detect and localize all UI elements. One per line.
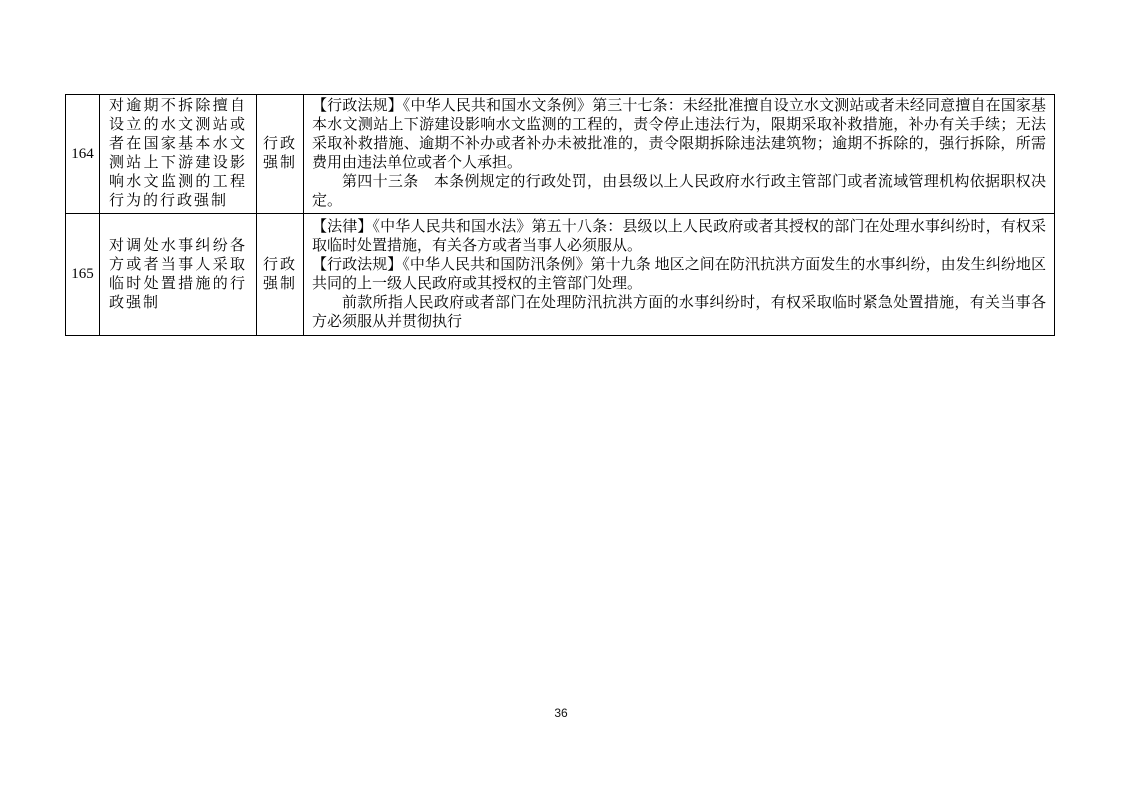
table-row-164	[66, 95, 1055, 214]
category-text: 行政强制	[262, 256, 297, 292]
legal-paragraph: 【行政法规】《中华人民共和国水文条例》第三十七条：未经批准擅自设立水文测站或者未经同意擅自在国家基本水文测站上下游建设影响水文监测的工程的，责令停止违法行为，限期采取补救措施，补办有关手续；无法采取补救措施、逾期不补办或者补办未被批准的，责令限期拆除违法建筑物；逾期不拆除的，强行拆除，所需费用由违法单位或者个人承担。	[312, 98, 1046, 171]
row-number: 164	[71, 145, 94, 162]
row-number-cell	[66, 214, 100, 336]
category-text: 行政强制	[262, 136, 297, 171]
legal-paragraph: 前款所指人民政府或者部门在处理防汛抗洪方面的水事纠纷时，有权采取临时紧急处置措施，有关当事各方必须服从并贯彻执行	[312, 294, 1046, 330]
category-cell	[257, 95, 304, 214]
category-cell	[257, 214, 304, 336]
row-number: 165	[71, 266, 94, 282]
legal-basis-cell	[304, 214, 1055, 336]
item-name-cell	[100, 214, 257, 336]
legal-paragraph: 第四十三条 本条例规定的行政处罚，由县级以上人民政府水行政主管部门或者流域管理机构依据职权决定。	[312, 174, 1046, 209]
admin-enforcement-table	[65, 94, 1055, 336]
legal-paragraph: 【行政法规】《中华人民共和国防汛条例》第十九条 地区之间在防汛抗洪方面发生的水事纠纷，由发生纠纷地区共同的上一级人民政府或其授权的主管部门处理。	[312, 256, 1046, 292]
legal-paragraph: 【法律】《中华人民共和国水法》第五十八条：县级以上人民政府或者其授权的部门在处理水事纠纷时，有权采取临时处置措施，有关各方或者当事人必须服从。	[312, 218, 1046, 254]
page-number: 36	[554, 706, 568, 720]
table-row-165	[66, 214, 1055, 336]
item-name-text: 对逾期不拆除擅自设立的水文测站或者在国家基本水文测站上下游建设影响水文监测的工程行为的行政强制	[109, 98, 247, 209]
row-number-cell	[66, 95, 100, 214]
item-name-text: 对调处水事纠纷各方或者当事人采取临时处置措施的行政强制	[109, 237, 247, 311]
item-name-cell	[100, 95, 257, 214]
legal-basis-cell	[304, 95, 1055, 214]
